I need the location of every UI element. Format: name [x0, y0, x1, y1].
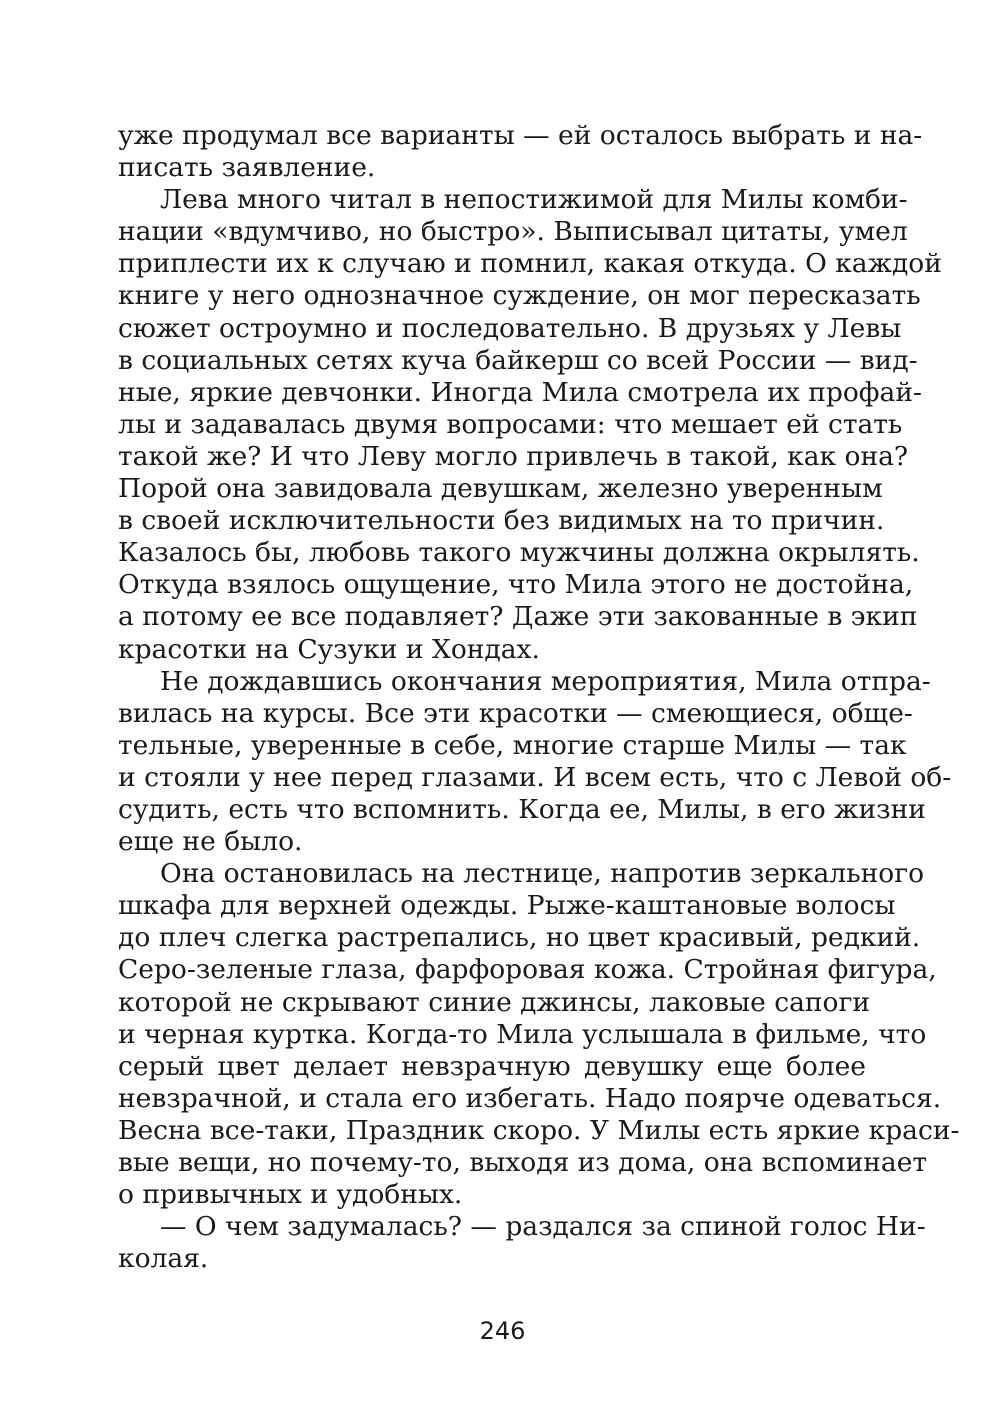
- text-line: вилась на курсы. Все эти красотки — смеющиеся, обще-: [118, 697, 913, 729]
- text-line: нации «вдумчиво, но быстро». Выписывал цитаты, умел: [118, 216, 908, 248]
- text-line: Серо-зеленые глаза, фарфоровая кожа. Стройная фигура,: [118, 954, 937, 986]
- body-text: [118, 120, 960, 1275]
- text-line: колая.: [118, 1243, 209, 1275]
- text-line: еще не было.: [118, 826, 303, 858]
- text-line: о привычных и удобных.: [118, 1179, 463, 1211]
- text-line: лы и задавалась двумя вопросами: что мешает ей стать: [118, 408, 903, 440]
- text-line: уже продумал все варианты — ей осталось выбрать и на-: [118, 120, 923, 151]
- text-line: ные, яркие девчонки. Иногда Мила смотрела их профай-: [118, 376, 922, 408]
- page-number: 246: [479, 1317, 526, 1345]
- text-line: такой же? И что Леву могло привлечь в такой, как она?: [118, 440, 909, 472]
- text-line: красотки на Сузуки и Хондах.: [118, 633, 540, 665]
- text-line: писать заявление.: [118, 152, 376, 184]
- text-line: в своей исключительности без видимых на то причин.: [118, 505, 885, 537]
- text-line: а потому ее все подавляет? Даже эти закованные в экип: [118, 601, 918, 633]
- text-line: до плеч слегка растрепались, но цвет красивый, редкий.: [118, 922, 921, 954]
- text-line: невзрачной, и стала его избегать. Надо поярче одеваться.: [118, 1082, 942, 1114]
- text-line: и черная куртка. Когда-то Мила услышала в фильме, что: [118, 1018, 927, 1050]
- text-line: судить, есть что вспомнить. Когда ее, Милы, в его жизни: [118, 793, 926, 825]
- text-line: сюжет остроумно и последовательно. В друзьях у Левы: [118, 312, 902, 344]
- text-line: Она остановилась на лестнице, напротив зеркального: [160, 858, 925, 890]
- text-line: Откуда взялось ощущение, что Мила этого не достойна,: [118, 569, 914, 601]
- text-line: которой не скрывают синие джинсы, лаковые сапоги: [118, 986, 871, 1018]
- text-line: Казалось бы, любовь такого мужчины должна окрылять.: [118, 537, 920, 569]
- text-line: шкафа для верхней одежды. Рыже-каштановые волосы: [118, 890, 896, 922]
- text-line: тельные, уверенные в себе, многие старше Милы — так: [118, 729, 907, 761]
- text-line: Лева много читал в непостижимой для Милы комби-: [160, 184, 908, 216]
- text-line: книге у него однозначное суждение, он мог пересказать: [118, 280, 921, 312]
- text-line: и стояли у нее перед глазами. И всем есть, что с Левой об-: [118, 761, 952, 793]
- text-line: — О чем задумалась? — раздался за спиной голос Ни-: [160, 1211, 926, 1243]
- text-line: вые вещи, но почему-то, выходя из дома, она вспоминает: [118, 1147, 928, 1178]
- text-line: Порой она завидовала девушкам, железно уверенным: [118, 473, 883, 505]
- text-line: Весна все-таки, Праздник скоро. У Милы есть яркие краси-: [118, 1114, 960, 1146]
- text-line: в социальных сетях куча байкерш со всей России — вид-: [118, 344, 918, 376]
- text-line: Не дождавшись окончания мероприятия, Мила отпра-: [160, 665, 931, 697]
- text-line: серый цвет делает невзрачную девушку еще более: [118, 1050, 866, 1082]
- text-line: приплести их к случаю и помнил, какая откуда. О каждой: [118, 248, 942, 280]
